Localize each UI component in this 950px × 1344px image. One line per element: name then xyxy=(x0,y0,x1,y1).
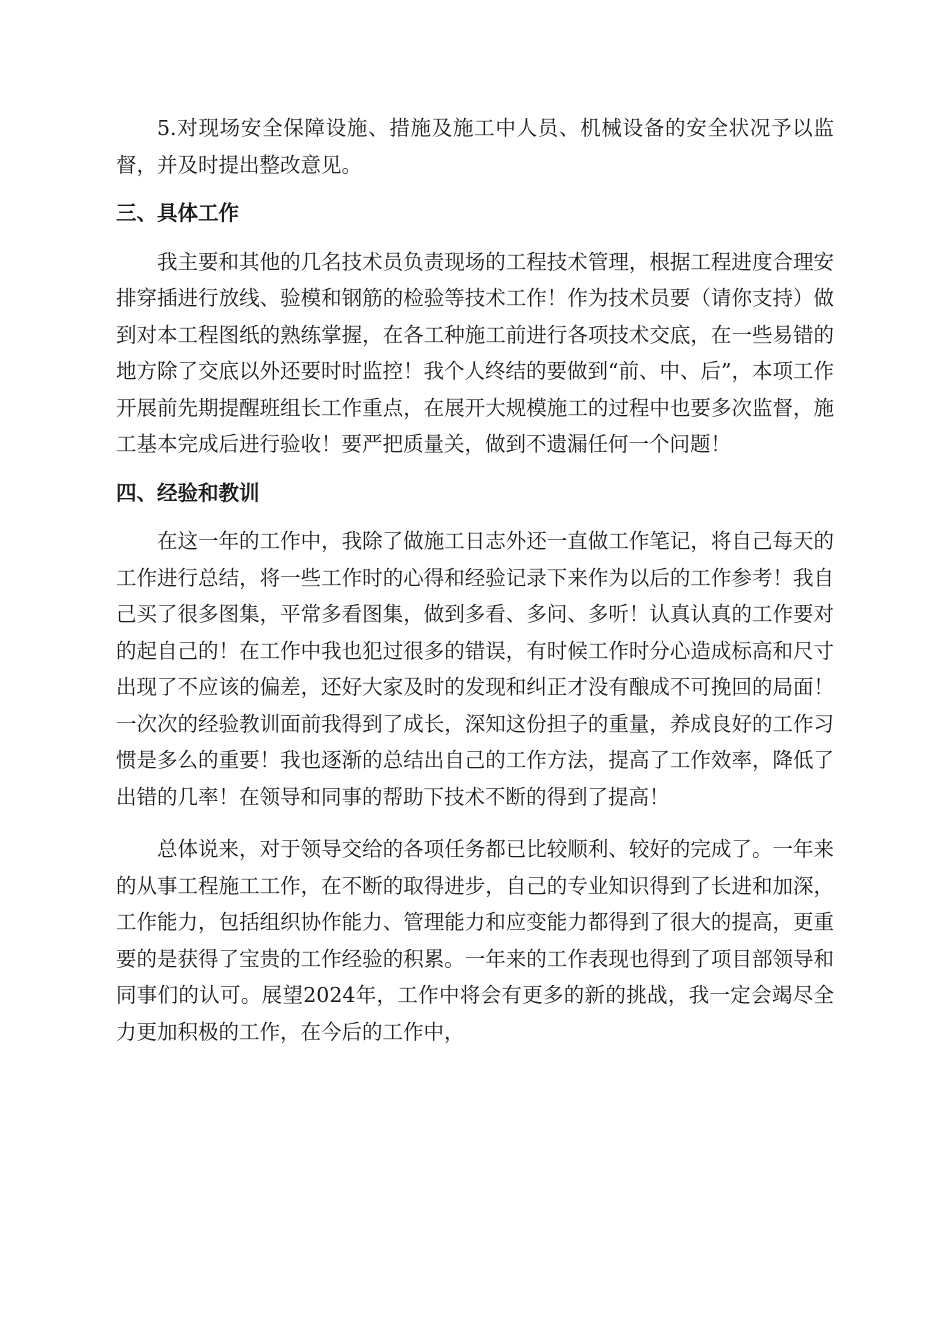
paragraph-item-5: 5.对现场安全保障设施、措施及施工中人员、机械设备的安全状况予以监督，并及时提出整改意见。 xyxy=(116,116,834,177)
section-heading-work: 三、具体工作 xyxy=(116,201,239,225)
section-heading-experience: 四、经验和教训 xyxy=(116,480,260,505)
document-body xyxy=(116,110,834,1050)
paragraph-summary: 总体说来，对于领导交给的各项任务都已比较顺利、较好的完成了。一年来的从事工程施工工作，在不断的取得进步，自己的专业知识得到了长进和加深，工作能力，包括组织协作能力、管理能力和应变能力都得到了很大的提高，更重要的是获得了宝贵的工作经验的积累。一年来的工作表现也得到了项目部领导和同事们的认可。展望2024年，工作中将会有更多的新的挑战，我一定会竭尽全力更加积极的工作，在今后的工作中， xyxy=(116,837,834,1044)
paragraph-work: 我主要和其他的几名技术员负责现场的工程技术管理，根据工程进度合理安排穿插进行放线、验模和钢筋的检验等技术工作！作为技术员要（请你支持）做到对本工程图纸的熟练掌握，在各工种施工前进行各项技术交底，在一些易错的地方除了交底以外还要时时监控！我个人终结的要做到“前、中、后”，本项工作开展前先期提醒班组长工作重点，在展开大规模施工的过程中也要多次监督，施工基本完成后进行验收！要严把质量关，做到不遗漏任何一个问题！ xyxy=(116,249,834,456)
paragraph-experience: 在这一年的工作中，我除了做施工日志外还一直做工作笔记，将自己每天的工作进行总结，将一些工作时的心得和经验记录下来作为以后的工作参考！我自己买了很多图集，平常多看图集，做到多看、多问、多听！认真认真的工作要对的起自己的！在工作中我也犯过很多的错误，有时候工作时分心造成标高和尺寸出现了不应该的偏差，还好大家及时的发现和纠正才没有酿成不可挽回的局面！一次次的经验教训面前我得到了成长，深知这份担子的重量，养成良好的工作习惯是多么的重要！我也逐渐的总结出自己的工作方法，提高了工作效率，降低了出错的几率！在领导和同事的帮助下技术不断的得到了提高！ xyxy=(116,529,834,809)
